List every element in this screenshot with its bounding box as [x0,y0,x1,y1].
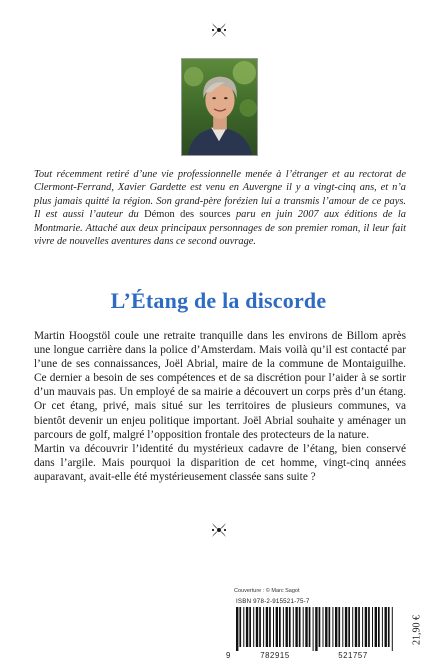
bio-book-title: Démon des sources [144,209,231,221]
barcode-digits-left: 782915 [260,651,290,660]
barcode-digits-right: 521757 [338,651,368,660]
cover-credit: Couverture : © Marc Sagot [234,588,300,594]
book-title: L’Étang de la discorde [110,288,327,313]
bio-text: Tout récemment retiré d’une vie professionnelle menée à l’étranger et au rectorat de Clermont-Ferrand, Xavier Gardette est venu en Auvergne il y a vingt-cinq ans, et n’a plus jamais quitté la région. Son grand-père forézien lui a transmis l’amour de ce pays. Il est aussi l’auteur du [34,169,406,221]
barcode-icon [234,607,394,651]
ornament-icon [209,20,229,40]
barcode-digit-lead: 9 [226,651,231,660]
ornament-icon [209,520,229,540]
price-text: 21,90 € [411,615,423,645]
isbn-barcode-block [226,598,400,662]
barcode-digits [226,651,398,660]
bio-text-end: paru en juin 2007 aux éditions de la Montmarie. Attaché aux deux principaux personnages de son premier roman, il leur fait vivre de nouvelles aventures dans ce second ouvrage. [34,209,407,248]
author-bio [34,168,406,248]
synopsis-paragraph-2: Martin va découvrir l’identité du mystérieux cadavre de l’étang, bien conservé dans l’argile. Mais pourquoi la disparition de cet homme, vingt-cinq années auparavant, avait-elle été mystérieusement classée sans suite ? [34,442,406,483]
ornament-bottom [0,518,437,542]
ornament-top [0,18,437,42]
price [402,600,432,660]
synopsis-paragraph-1: Martin Hoogstöl coule une retraite tranquille dans les environs de Billom après une longue carrière dans la police d’Amsterdam. Mais voilà qu’il est contacté par l’une de ses connaissances, Joël Abrial, maire de la commune de Montaiguilhe. Ce dernier a besoin de ses compétences et de sa discrétion pour l’aider à se sortir d’un mauvais pas. Un employé de sa mairie a découvert un corps près d’un étang. Or cet étang, privé, mais situé sur les territoires de plusieurs communes, va bientôt devenir un enjeu politique important. Joël Abrial souhaite y aménager un parcours de golf, malgré l’opposition frontale des protecteurs de la nature. [34,330,406,441]
author-portrait [181,58,258,156]
synopsis [34,329,406,484]
isbn-label: ISBN 978-2-915521-75-7 [236,598,310,605]
